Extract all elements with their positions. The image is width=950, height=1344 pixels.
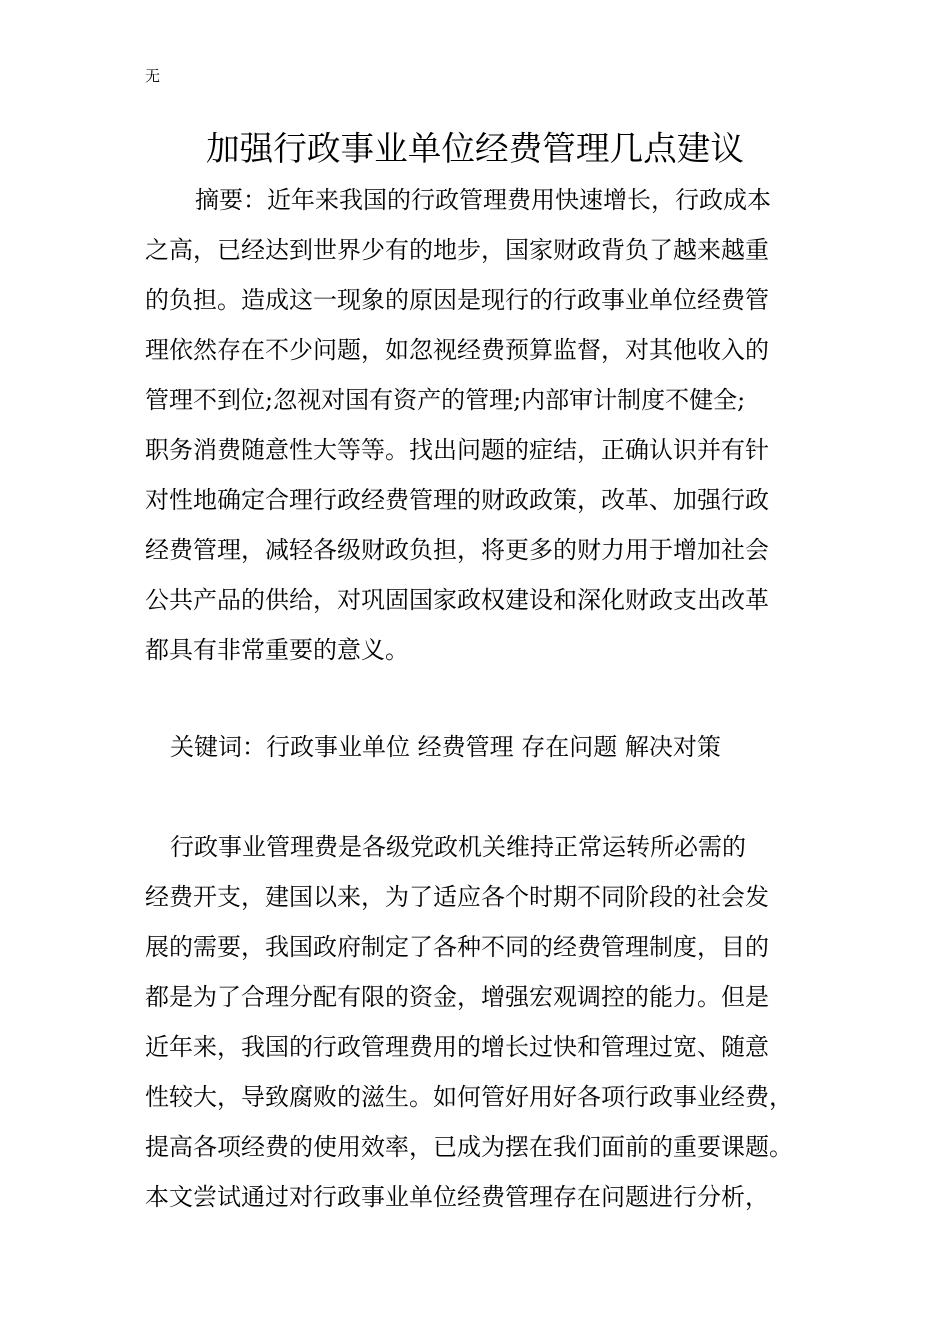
body-line: 行政事业管理费是各级党政机关维持正常运转所必需的 xyxy=(170,833,746,861)
abstract-line: 对性地确定合理行政经费管理的财政政策，改革、加强行政 xyxy=(145,486,769,514)
body-line: 近年来，我国的行政管理费用的增长过快和管理过宽、随意 xyxy=(145,1033,769,1061)
abstract-line: 公共产品的供给，对巩固国家政权建设和深化财政支出改革 xyxy=(145,586,769,614)
header-mark: 无 xyxy=(145,67,161,85)
body-line: 经费开支，建国以来，为了适应各个时期不同阶段的社会发 xyxy=(145,883,769,911)
body-line: 性较大，导致腐败的滋生。如何管好用好各项行政事业经费， xyxy=(145,1083,793,1111)
abstract-line: 都具有非常重要的意义。 xyxy=(145,636,409,664)
body-line: 都是为了合理分配有限的资金，增强宏观调控的能力。但是 xyxy=(145,983,769,1011)
abstract-line: 的负担。造成这一现象的原因是现行的行政事业单位经费管 xyxy=(145,286,769,314)
abstract-line: 理依然存在不少问题，如忽视经费预算监督，对其他收入的 xyxy=(145,336,769,364)
body-line: 提高各项经费的使用效率，已成为摆在我们面前的重要课题。 xyxy=(145,1133,793,1161)
abstract-line: 之高，已经达到世界少有的地步，国家财政背负了越来越重 xyxy=(145,236,769,264)
abstract-line: 职务消费随意性大等等。找出问题的症结，正确认识并有针 xyxy=(145,436,769,464)
body-line: 本文尝试通过对行政事业单位经费管理存在问题进行分析， xyxy=(145,1183,769,1211)
abstract-line: 管理不到位;忽视对国有资产的管理;内部审计制度不健全; xyxy=(145,386,746,414)
keywords-line: 关键词：行政事业单位 经费管理 存在问题 解决对策 xyxy=(170,733,721,761)
body-line: 展的需要，我国政府制定了各种不同的经费管理制度，目的 xyxy=(145,933,769,961)
abstract-line: 经费管理，减轻各级财政负担，将更多的财力用于增加社会 xyxy=(145,536,769,564)
document-title: 加强行政事业单位经费管理几点建议 xyxy=(206,129,744,168)
abstract-line: 摘要：近年来我国的行政管理费用快速增长，行政成本 xyxy=(195,186,771,214)
